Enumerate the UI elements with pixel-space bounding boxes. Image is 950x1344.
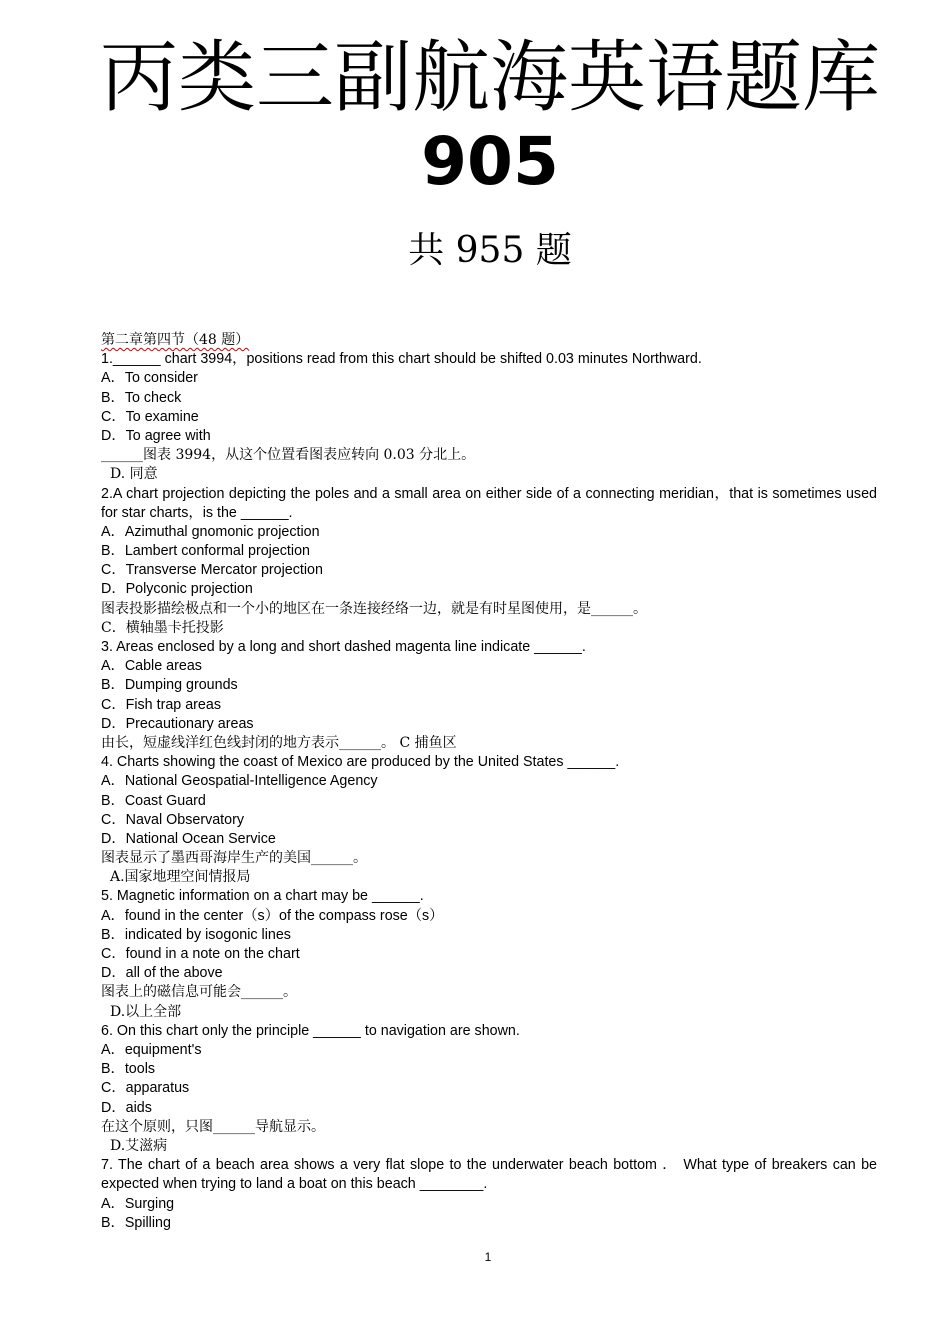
question-list xyxy=(101,331,877,1233)
translation: 在这个原则，只图______导航显示。 xyxy=(101,1118,325,1135)
option-d: D．To agree with xyxy=(101,427,211,444)
option-b: B．To check xyxy=(101,389,182,406)
option-a: A．found in the center（s）of the compass rose（s） xyxy=(101,907,444,924)
answer: D.以上全部 xyxy=(110,1003,182,1020)
question-7: 7. The chart of a beach area shows a very flat slope to the underwater beach bottom ． What type of breakers can be expected when trying to land a boat on this beach ________. xyxy=(101,1157,877,1193)
document-title: 丙类三副航海英语题库 xyxy=(99,33,880,123)
option-c: C．apparatus xyxy=(101,1080,190,1097)
option-a: A．equipment's xyxy=(101,1041,202,1058)
answer: D. 同意 xyxy=(110,466,158,483)
option-a: A．Cable areas xyxy=(101,658,202,675)
question-count: 共 955 题 xyxy=(408,230,572,271)
question-2: 2.A chart projection depicting the poles and a small area on either side of a connecting meridian，that is sometimes used for star charts，is the ______. xyxy=(101,485,877,521)
translation: 图表投影描绘极点和一个小的地区在一条连接经络一边，就是有时星图使用，是______。 xyxy=(101,600,647,617)
option-a: A．National Geospatial-Intelligence Agency xyxy=(101,773,378,790)
option-d: D．all of the above xyxy=(101,965,223,982)
translation-answer: 由长，短虚线洋红色线封闭的地方表示______。 C 捕鱼区 xyxy=(101,734,457,751)
translation: 图表上的磁信息可能会______。 xyxy=(101,984,297,1001)
option-c: C．Transverse Mercator projection xyxy=(101,562,323,579)
page-number: 1 xyxy=(484,1250,492,1264)
question-1: 1.______ chart 3994，positions read from this chart should be shifted 0.03 minutes Northward. xyxy=(101,351,702,368)
option-d: D．Precautionary areas xyxy=(101,715,254,732)
option-a: A．Azimuthal gnomonic projection xyxy=(101,523,320,540)
question-4: 4. Charts showing the coast of Mexico are produced by the United States ______. xyxy=(101,754,620,771)
section-heading: 第二章第四节（48 题） xyxy=(101,332,250,348)
option-b: B．tools xyxy=(101,1061,156,1078)
answer: A.国家地理空间情报局 xyxy=(110,869,251,886)
answer: D.艾滋病 xyxy=(110,1137,168,1154)
option-d: D．aids xyxy=(101,1099,152,1116)
option-d: D．National Ocean Service xyxy=(101,830,276,847)
option-b: B．indicated by isogonic lines xyxy=(101,926,291,943)
option-c: C．Fish trap areas xyxy=(101,696,221,713)
option-a: A．Surging xyxy=(101,1195,175,1212)
option-c: C．found in a note on the chart xyxy=(101,946,300,963)
answer: C．横轴墨卡托投影 xyxy=(101,619,224,636)
question-6: 6. On this chart only the principle ______ to navigation are shown. xyxy=(101,1022,520,1039)
option-c: C．Naval Observatory xyxy=(101,811,245,828)
option-b: B．Lambert conformal projection xyxy=(101,543,310,560)
option-c: C．To examine xyxy=(101,408,199,425)
question-3: 3. Areas enclosed by a long and short dashed magenta line indicate ______. xyxy=(101,639,586,656)
option-b: B．Dumping grounds xyxy=(101,677,238,694)
document-title-number: 905 xyxy=(421,123,559,200)
option-b: B．Coast Guard xyxy=(101,792,206,809)
translation: 图表显示了墨西哥海岸生产的美国______。 xyxy=(101,850,367,867)
option-d: D．Polyconic projection xyxy=(101,581,253,598)
translation: ______图表 3994，从这个位置看图表应转向 0.03 分北上。 xyxy=(101,447,476,464)
option-b: B．Spilling xyxy=(101,1214,171,1231)
option-a: A．To consider xyxy=(101,370,198,387)
question-5: 5. Magnetic information on a chart may be ______. xyxy=(101,888,424,905)
